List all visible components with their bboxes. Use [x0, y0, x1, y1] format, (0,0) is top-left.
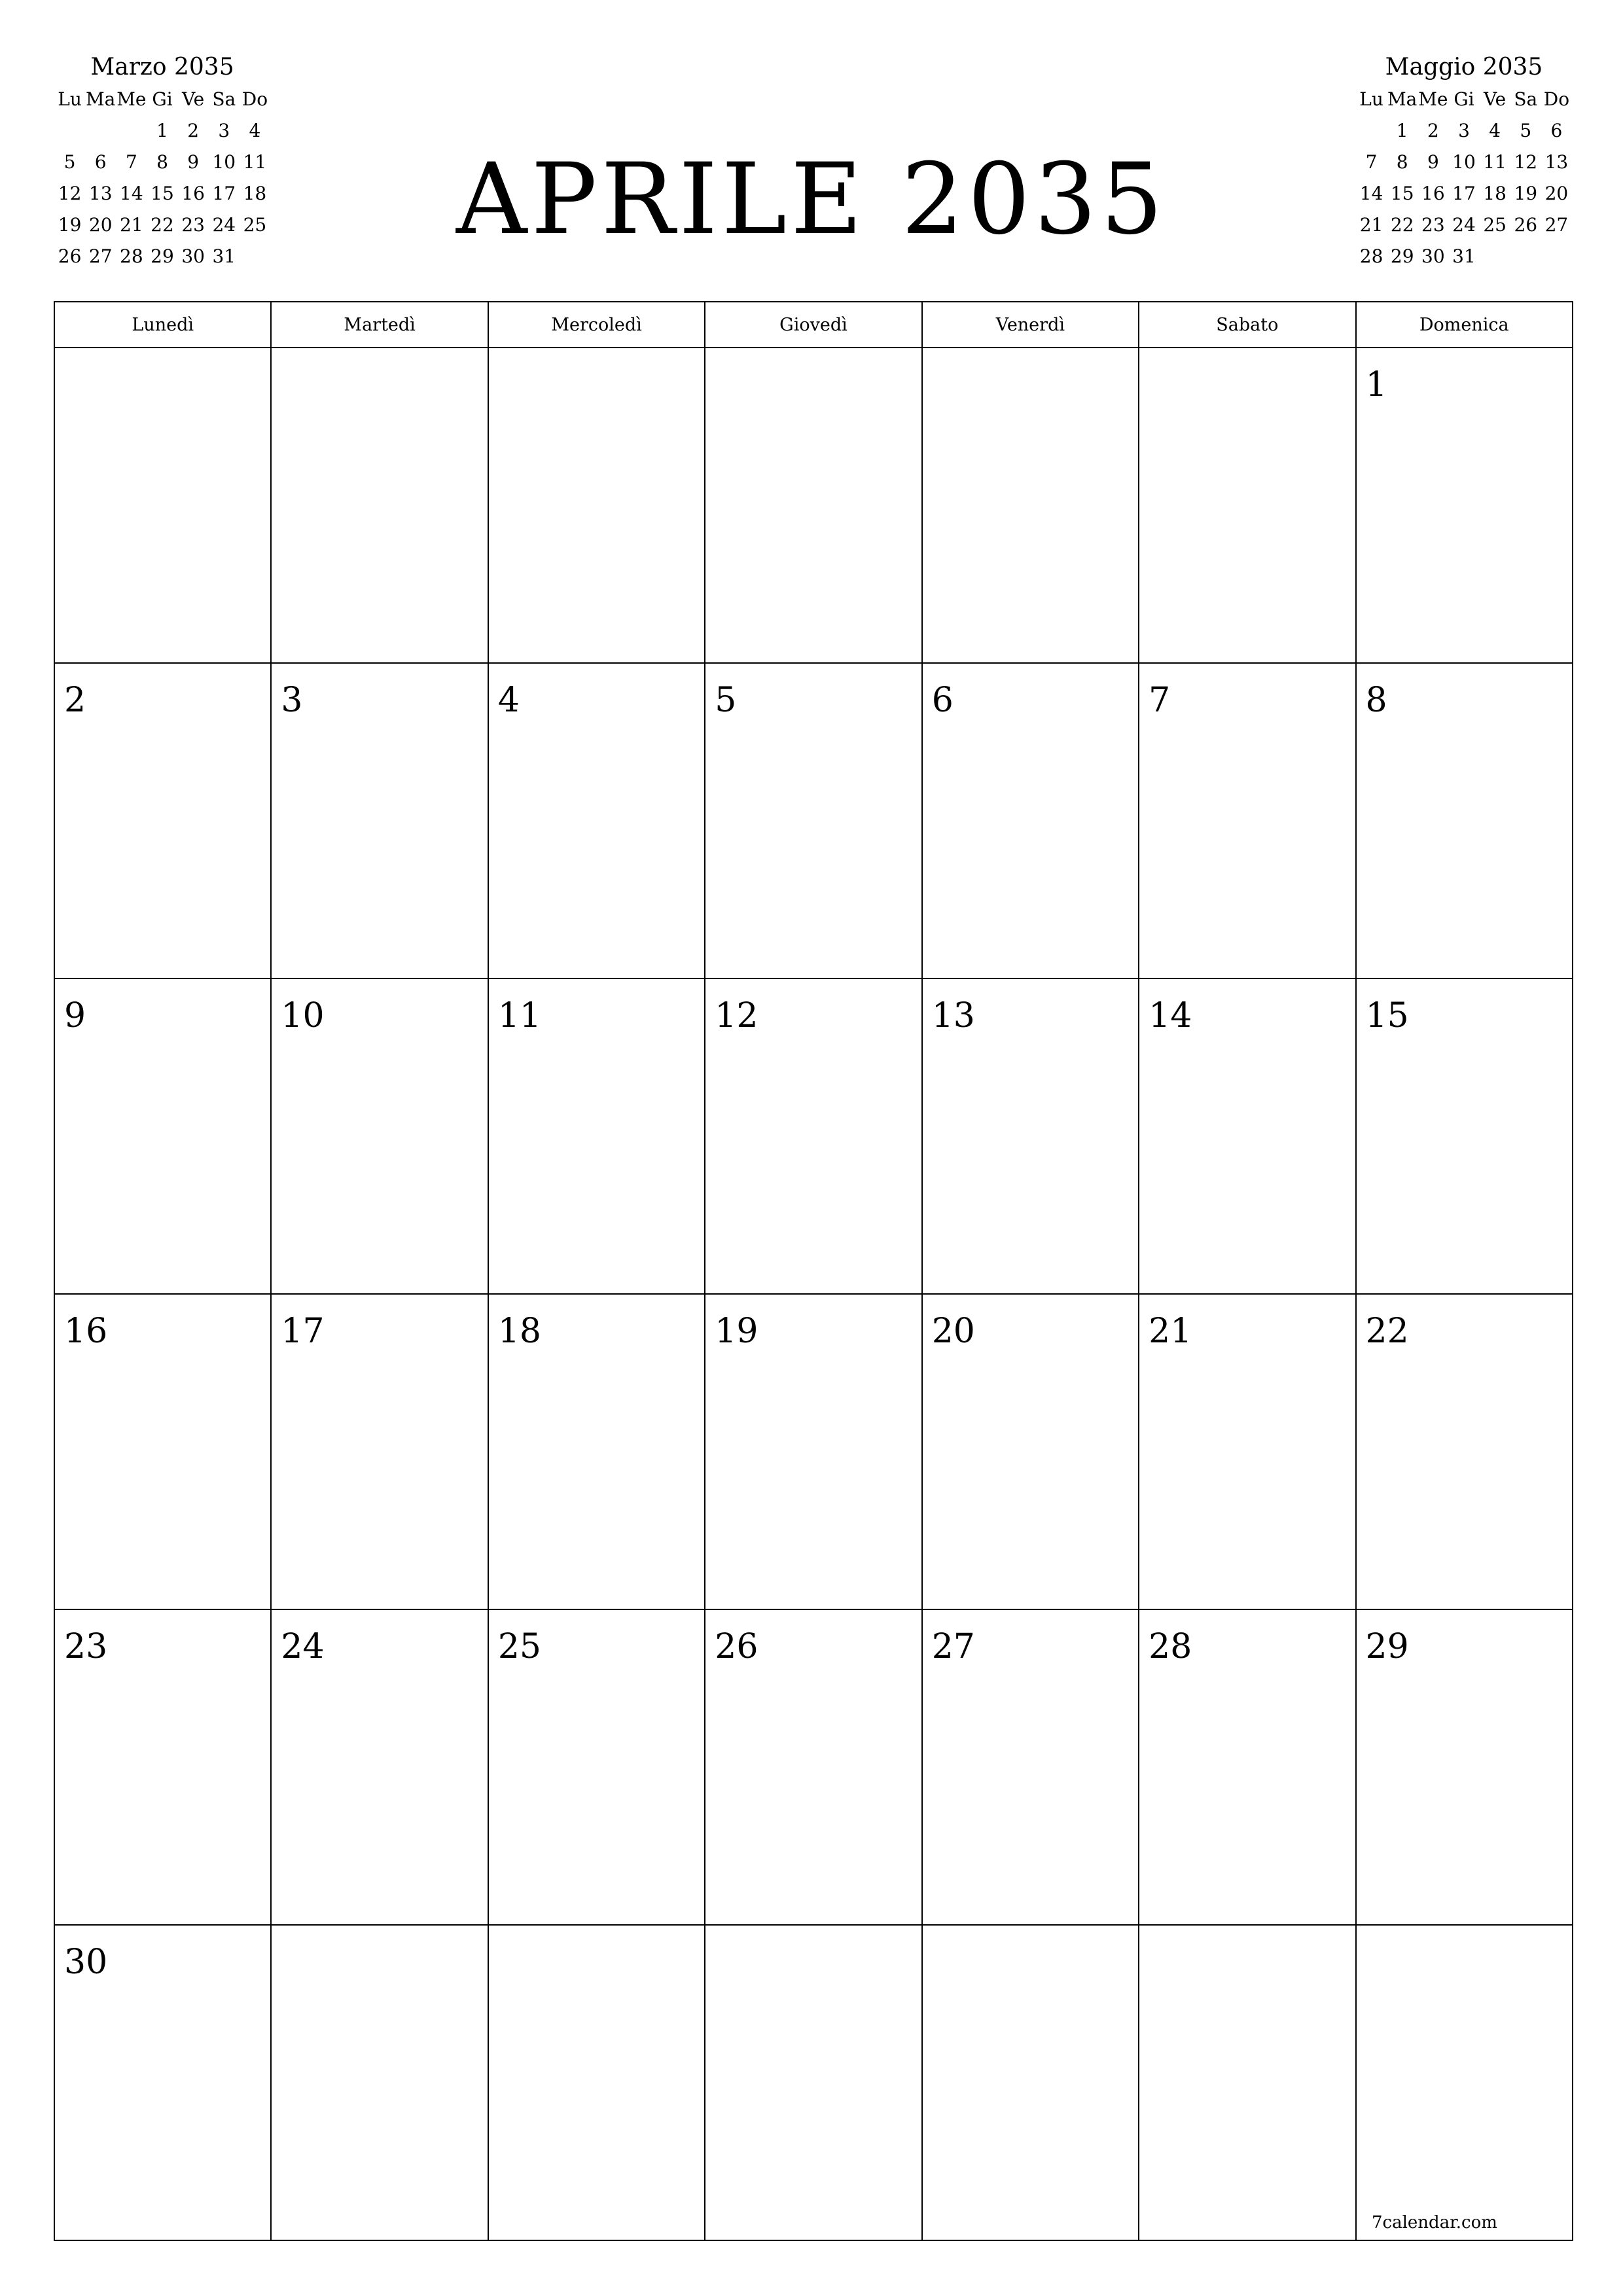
mini-day: 27: [88, 245, 113, 267]
mini-calendar-next-month: [1356, 51, 1572, 272]
mini-day: 11: [1483, 151, 1507, 173]
day-cell: [54, 348, 271, 663]
mini-day: 28: [1359, 245, 1383, 267]
day-number: 12: [715, 996, 758, 1035]
day-cell: [54, 1609, 271, 1925]
mini-calendar-previous-month: [54, 51, 270, 272]
day-number: 14: [1149, 996, 1192, 1035]
mini-weekday: Lu: [58, 88, 82, 110]
day-cell: [1356, 978, 1573, 1294]
mini-day: 29: [1390, 245, 1414, 267]
day-number: 27: [931, 1627, 975, 1666]
day-cell: [271, 348, 488, 663]
day-cell: [1356, 1925, 1573, 2240]
day-cell: [1356, 663, 1573, 978]
mini-calendar-title: Maggio 2035: [1385, 54, 1543, 81]
mini-day: 22: [151, 214, 174, 236]
mini-day: [1480, 241, 1510, 272]
day-number: 9: [64, 996, 86, 1035]
mini-day: 2: [187, 120, 200, 141]
day-number: 7: [1149, 681, 1171, 720]
week-row: [54, 1294, 1573, 1609]
mini-day: 7: [1365, 151, 1378, 173]
mini-day: 13: [1544, 151, 1569, 173]
week-row: [54, 348, 1573, 663]
day-cell: [488, 978, 705, 1294]
mini-day: 4: [249, 120, 261, 141]
day-number: 29: [1365, 1627, 1409, 1666]
mini-day: 5: [63, 151, 76, 173]
day-number: 20: [931, 1312, 975, 1351]
mini-calendar-title: Marzo 2035: [90, 54, 234, 81]
mini-day: 1: [156, 120, 168, 141]
mini-day: 14: [1359, 183, 1383, 204]
mini-day: [54, 115, 85, 147]
mini-weekday: Gi: [1454, 88, 1474, 110]
weekday-header-row: [54, 302, 1573, 348]
mini-day: [1356, 115, 1387, 147]
mini-day: 13: [88, 183, 113, 204]
mini-day: 31: [1452, 245, 1476, 267]
mini-day: 15: [1390, 183, 1414, 204]
mini-day: 30: [181, 245, 205, 267]
mini-day: 29: [151, 245, 174, 267]
mini-weekday: Ve: [182, 88, 205, 110]
mini-day: 9: [187, 151, 200, 173]
day-number: 28: [1149, 1627, 1192, 1666]
day-cell: [1139, 1925, 1355, 2240]
day-number: 22: [1365, 1312, 1409, 1351]
day-number: 24: [281, 1627, 325, 1666]
mini-day: [116, 115, 147, 147]
weekday-header: Venerdì: [922, 302, 1139, 348]
day-cell: [488, 1925, 705, 2240]
page-title: APRILE 2035: [456, 143, 1167, 257]
day-number: 19: [715, 1312, 758, 1351]
mini-weekday: Me: [116, 88, 147, 110]
mini-day: 28: [120, 245, 143, 267]
mini-day: 26: [1514, 214, 1538, 236]
mini-day: 10: [1452, 151, 1476, 173]
weekday-header: Domenica: [1356, 302, 1573, 348]
mini-day: 14: [120, 183, 143, 204]
weekday-header: Sabato: [1139, 302, 1355, 348]
day-number: 8: [1365, 681, 1387, 720]
mini-day: 15: [151, 183, 174, 204]
day-cell: [705, 348, 921, 663]
day-number: 6: [931, 681, 954, 720]
day-cell: [488, 1294, 705, 1609]
day-cell: [488, 663, 705, 978]
day-number: 3: [281, 681, 303, 720]
mini-day: 31: [212, 245, 236, 267]
day-cell: [1139, 978, 1355, 1294]
mini-day: 16: [1421, 183, 1445, 204]
day-number: 21: [1149, 1312, 1192, 1351]
day-cell: [922, 1294, 1139, 1609]
day-cell: [705, 978, 921, 1294]
day-cell: [1139, 663, 1355, 978]
day-number: 23: [64, 1627, 108, 1666]
day-cell: [1139, 1609, 1355, 1925]
day-cell: [922, 348, 1139, 663]
mini-day: 2: [1427, 120, 1439, 141]
day-cell: [271, 1925, 488, 2240]
day-number: 5: [715, 681, 737, 720]
day-cell: [705, 663, 921, 978]
mini-day: 20: [1544, 183, 1569, 204]
mini-day: 21: [1359, 214, 1383, 236]
mini-day: 6: [94, 151, 107, 173]
mini-day: [1510, 241, 1541, 272]
day-cell: [54, 1294, 271, 1609]
day-cell: [54, 978, 271, 1294]
day-number: 17: [281, 1312, 325, 1351]
day-number: 11: [497, 996, 542, 1035]
mini-day: 1: [1396, 120, 1408, 141]
mini-weekday: Ve: [1484, 88, 1507, 110]
mini-day: 24: [212, 214, 236, 236]
mini-day: 17: [1452, 183, 1476, 204]
mini-day: 19: [1514, 183, 1538, 204]
mini-calendar-grid: [1356, 84, 1572, 272]
mini-day: 27: [1544, 214, 1569, 236]
mini-day: [1541, 241, 1572, 272]
mini-day: 18: [243, 183, 267, 204]
footer-site-credit: 7calendar.com: [1372, 2213, 1497, 2233]
mini-day: 12: [58, 183, 82, 204]
mini-day: [85, 115, 116, 147]
day-number: 25: [497, 1627, 542, 1666]
day-number: 18: [497, 1312, 542, 1351]
mini-day: 18: [1483, 183, 1507, 204]
mini-day: 11: [243, 151, 267, 173]
day-cell: [271, 1294, 488, 1609]
mini-weekday: Me: [1418, 88, 1448, 110]
mini-day: 8: [1396, 151, 1408, 173]
month-grid: [54, 301, 1573, 2241]
mini-day: 30: [1421, 245, 1445, 267]
mini-day: 4: [1489, 120, 1501, 141]
day-cell: [271, 1609, 488, 1925]
mini-day: 17: [212, 183, 236, 204]
weekday-header: Mercoledì: [488, 302, 705, 348]
mini-day: 23: [181, 214, 205, 236]
week-row: [54, 978, 1573, 1294]
mini-day: 20: [88, 214, 113, 236]
day-number: 26: [715, 1627, 758, 1666]
day-cell: [54, 663, 271, 978]
day-number: 15: [1365, 996, 1409, 1035]
day-number: 1: [1365, 365, 1387, 404]
day-cell: [271, 663, 488, 978]
day-cell: [1139, 1294, 1355, 1609]
mini-weekday: Gi: [152, 88, 173, 110]
week-row: [54, 663, 1573, 978]
mini-weekday: Lu: [1359, 88, 1383, 110]
mini-day: 25: [243, 214, 267, 236]
week-row: [54, 1609, 1573, 1925]
mini-day: 19: [58, 214, 82, 236]
day-cell: [1139, 348, 1355, 663]
mini-day: 5: [1520, 120, 1532, 141]
mini-day: 23: [1421, 214, 1445, 236]
mini-day: 3: [218, 120, 230, 141]
mini-day: 7: [125, 151, 137, 173]
day-cell: [705, 1925, 921, 2240]
day-cell: [705, 1294, 921, 1609]
mini-weekday: Sa: [212, 88, 236, 110]
mini-day: [240, 241, 270, 272]
mini-calendar-grid: [54, 84, 270, 272]
day-cell: [1356, 348, 1573, 663]
day-number: 13: [931, 996, 975, 1035]
mini-day: 12: [1514, 151, 1538, 173]
weekday-header: Martedì: [271, 302, 488, 348]
mini-weekday: Ma: [1387, 88, 1418, 110]
mini-day: 9: [1427, 151, 1439, 173]
day-cell: [922, 978, 1139, 1294]
weekday-header: Lunedì: [54, 302, 271, 348]
day-cell: [705, 1609, 921, 1925]
day-number: 16: [64, 1312, 108, 1351]
mini-day: 6: [1550, 120, 1563, 141]
mini-weekday: Do: [241, 88, 268, 110]
mini-day: 16: [181, 183, 205, 204]
mini-day: 25: [1483, 214, 1507, 236]
mini-day: 24: [1452, 214, 1476, 236]
mini-day: 8: [156, 151, 168, 173]
day-cell: [54, 1925, 271, 2240]
mini-day: 3: [1458, 120, 1470, 141]
day-cell: [488, 348, 705, 663]
mini-weekday: Sa: [1514, 88, 1538, 110]
mini-day: 22: [1390, 214, 1414, 236]
day-cell: [922, 1925, 1139, 2240]
day-cell: [271, 978, 488, 1294]
day-number: 4: [497, 681, 520, 720]
day-number: 30: [64, 1943, 108, 1982]
mini-day: 26: [58, 245, 82, 267]
day-cell: [488, 1609, 705, 1925]
day-cell: [1356, 1294, 1573, 1609]
day-cell: [922, 1609, 1139, 1925]
day-cell: [1356, 1609, 1573, 1925]
day-number: 2: [64, 681, 86, 720]
day-number: 10: [281, 996, 325, 1035]
mini-day: 21: [120, 214, 143, 236]
mini-weekday: Ma: [86, 88, 116, 110]
mini-day: 10: [212, 151, 236, 173]
weekday-header: Giovedì: [705, 302, 921, 348]
week-row: [54, 1925, 1573, 2240]
day-cell: [922, 663, 1139, 978]
mini-weekday: Do: [1543, 88, 1570, 110]
